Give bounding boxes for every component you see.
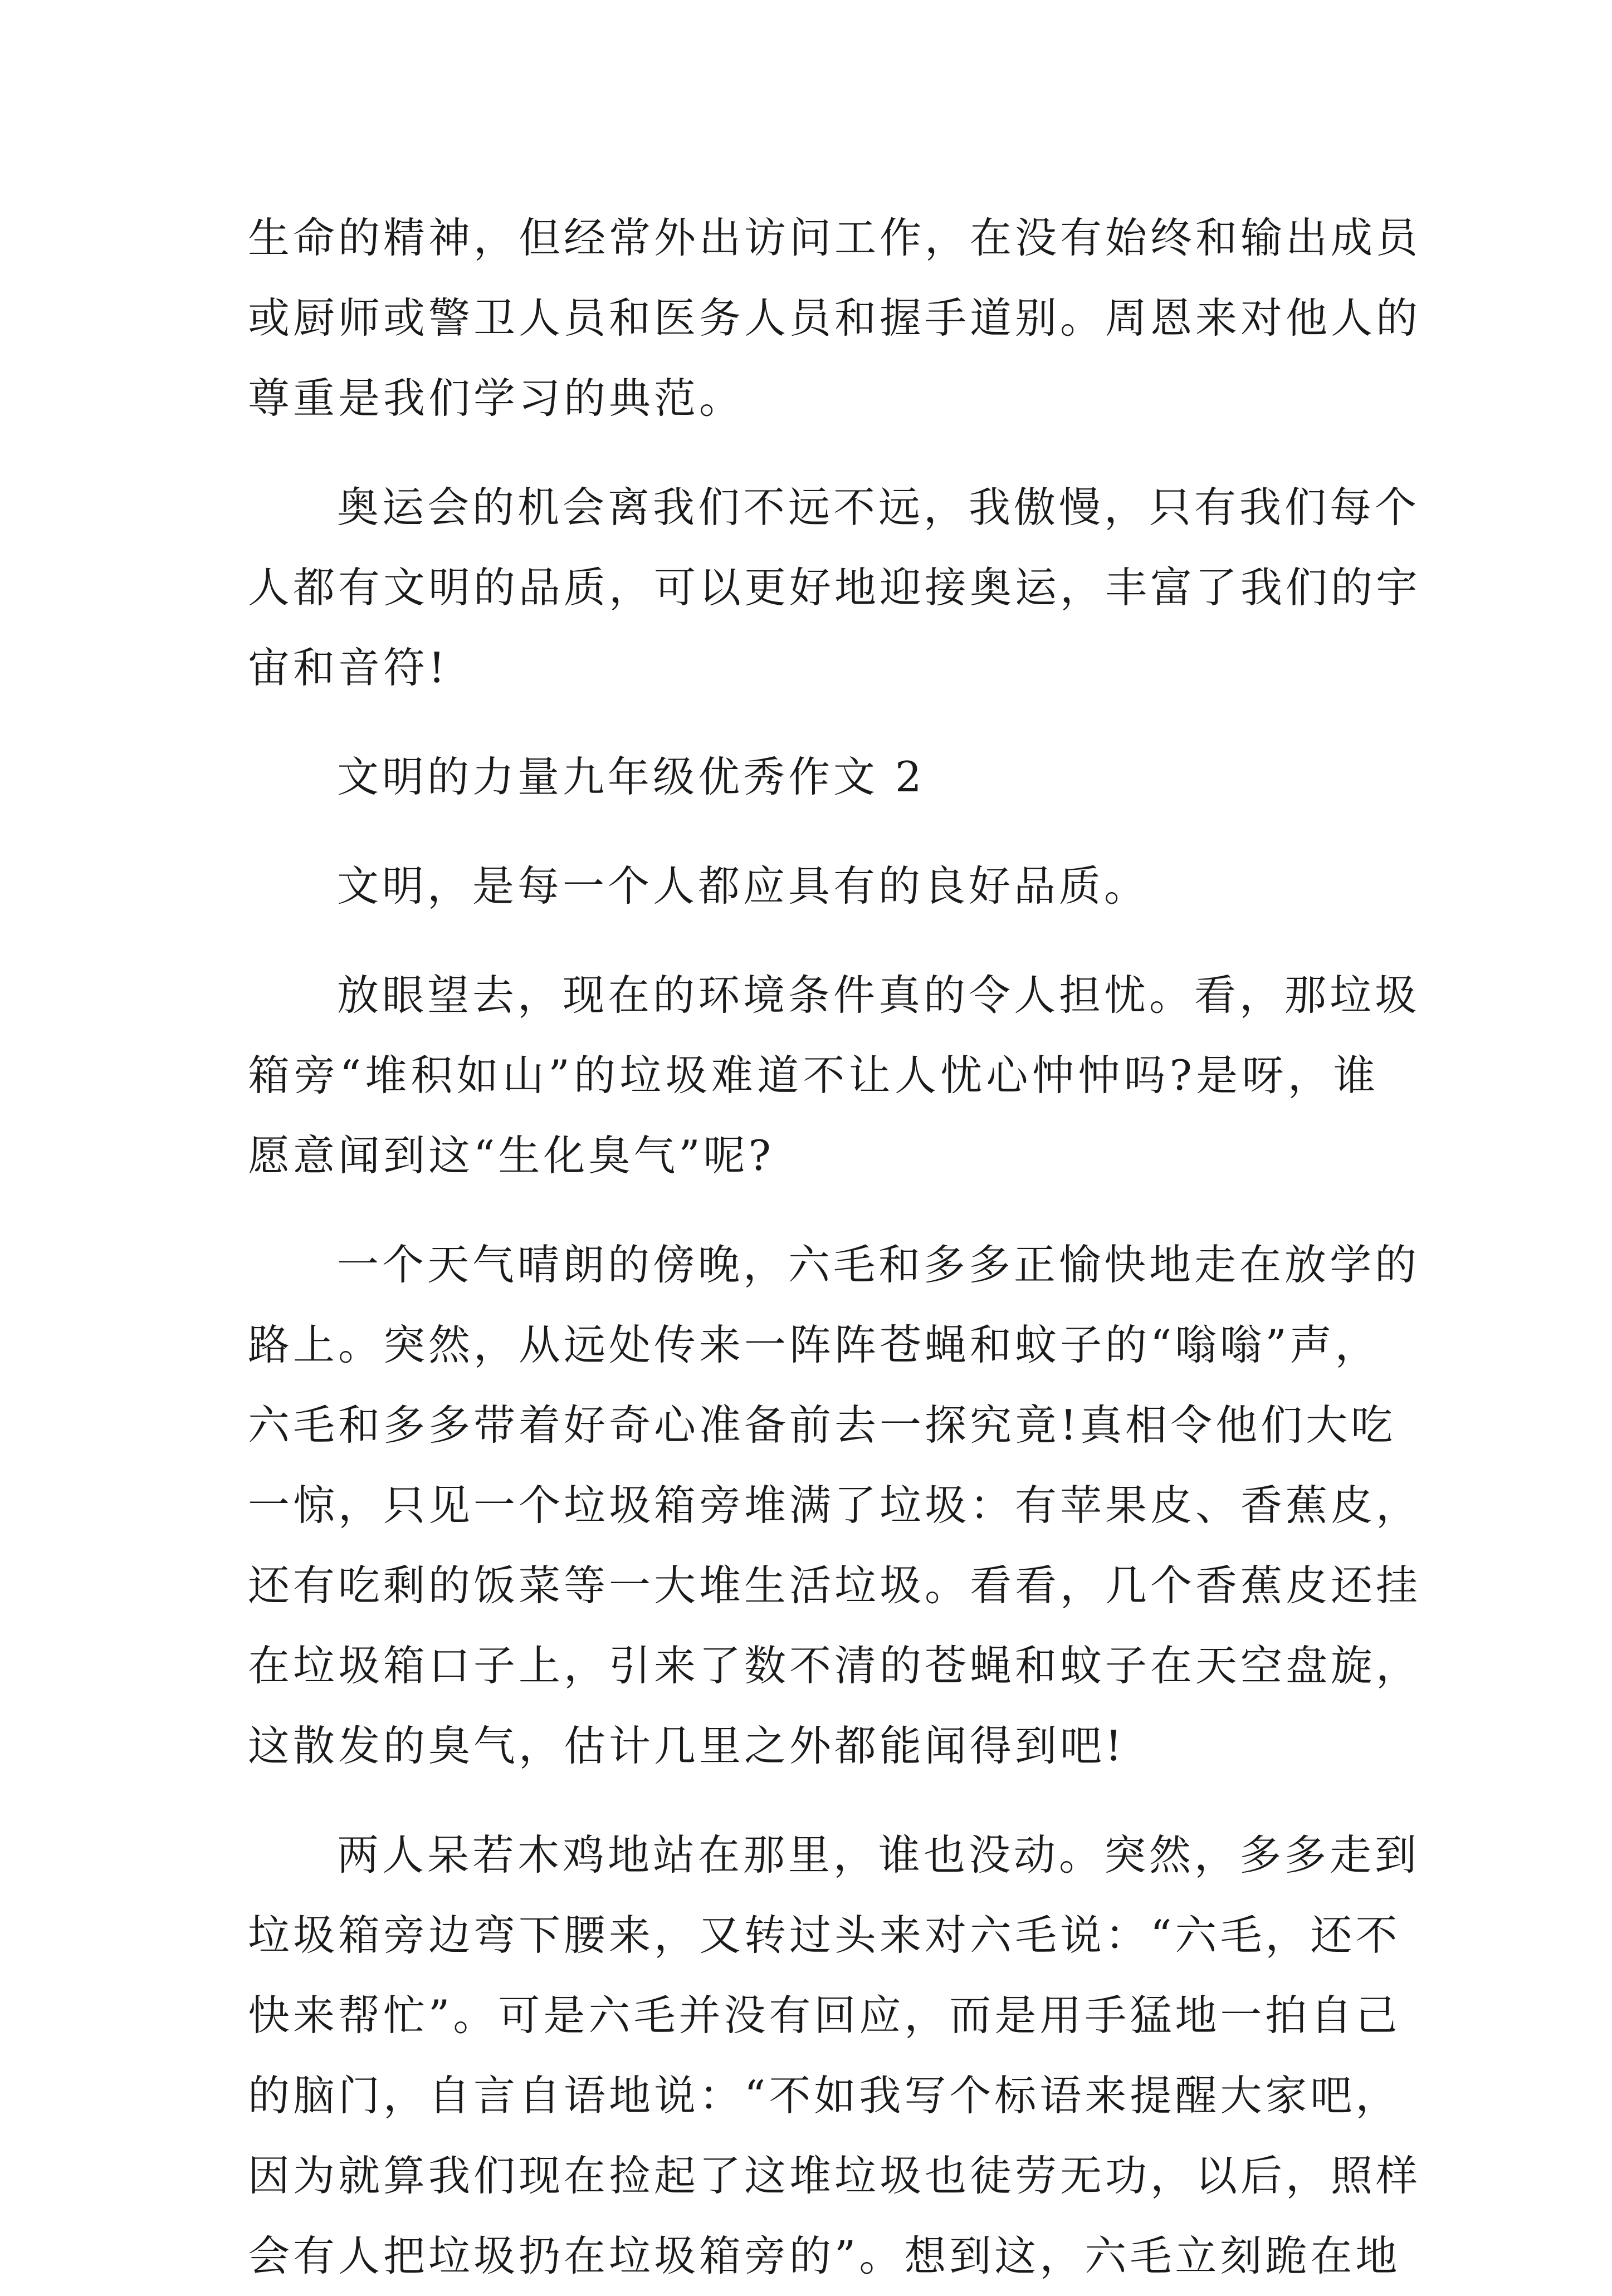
text-line: 还有吃剩的饭菜等一大堆生活垃圾。看看，几个香蕉皮还挂 xyxy=(248,1561,1422,1610)
paragraph-gap xyxy=(248,438,1379,467)
text-line: 因为就算我们现在捡起了这堆垃圾也徒劳无功，以后，照样 xyxy=(248,2151,1422,2200)
paragraph-gap xyxy=(248,1196,1379,1225)
text-line: 箱旁“堆积如山”的垃圾难道不让人忧心忡忡吗?是呀，谁 xyxy=(248,1051,1379,1100)
text-line: 或厨师或警卫人员和医务人员和握手道别。周恩来对他人的 xyxy=(248,293,1422,342)
paragraph xyxy=(248,1815,1422,2296)
paragraph xyxy=(248,955,1420,1196)
text-line: 奥运会的机会离我们不远不远，我傲慢，只有我们每个 xyxy=(337,483,1420,532)
text-line: 会有人把垃圾扔在垃圾箱旁的”。想到这，六毛立刻跪在地 xyxy=(248,2231,1401,2280)
paragraph xyxy=(248,198,1422,438)
text-line: 在垃圾箱口子上，引来了数不清的苍蝇和蚊子在天空盘旋， xyxy=(248,1641,1422,1690)
paragraph-gap xyxy=(248,1786,1379,1815)
paragraph-gap xyxy=(248,817,1379,846)
paragraph xyxy=(248,1225,1422,1786)
paragraph xyxy=(248,846,1379,926)
text-line: 人都有文明的品质，可以更好地迎接奥运，丰富了我们的宇 xyxy=(248,563,1422,612)
text-line: 文明的力量九年级优秀作文 2 xyxy=(337,752,925,801)
paragraph xyxy=(248,737,1379,817)
text-line: 愿意闻到这“生化臭气”呢? xyxy=(248,1131,774,1180)
paragraph-gap xyxy=(248,926,1379,955)
text-line: 宙和音符! xyxy=(248,643,449,692)
text-line: 的脑门，自言自语地说：“不如我写个标语来提醒大家吧， xyxy=(248,2071,1401,2120)
text-line: 生命的精神，但经常外出访问工作，在没有始终和输出成员 xyxy=(248,213,1422,262)
paragraph-gap xyxy=(248,708,1379,737)
text-line: 路上。突然，从远处传来一阵阵苍蝇和蚊子的“嗡嗡”声， xyxy=(248,1320,1380,1369)
text-line: 文明，是每一个人都应具有的良好品质。 xyxy=(337,861,1150,910)
paragraph xyxy=(248,467,1422,708)
text-line: 垃圾箱旁边弯下腰来，又转过头来对六毛说：“六毛，还不 xyxy=(248,1911,1401,1960)
text-line: 快来帮忙”。可是六毛并没有回应，而是用手猛地一拍自己 xyxy=(248,1991,1401,2040)
text-line: 两人呆若木鸡地站在那里，谁也没动。突然，多多走到 xyxy=(337,1830,1420,1879)
text-line: 一个天气晴朗的傍晚，六毛和多多正愉快地走在放学的 xyxy=(337,1240,1420,1289)
text-line: 尊重是我们学习的典范。 xyxy=(248,374,745,423)
text-line: 一惊，只见一个垃圾箱旁堆满了垃圾：有苹果皮、香蕉皮， xyxy=(248,1481,1422,1530)
text-line: 放眼望去，现在的环境条件真的令人担忧。看，那垃圾 xyxy=(337,971,1420,1020)
document-body xyxy=(248,198,1422,2296)
text-line: 六毛和多多带着好奇心准备前去一探究竟!真相令他们大吃 xyxy=(248,1401,1396,1450)
text-line: 这散发的臭气，估计几里之外都能闻得到吧! xyxy=(248,1721,1126,1770)
